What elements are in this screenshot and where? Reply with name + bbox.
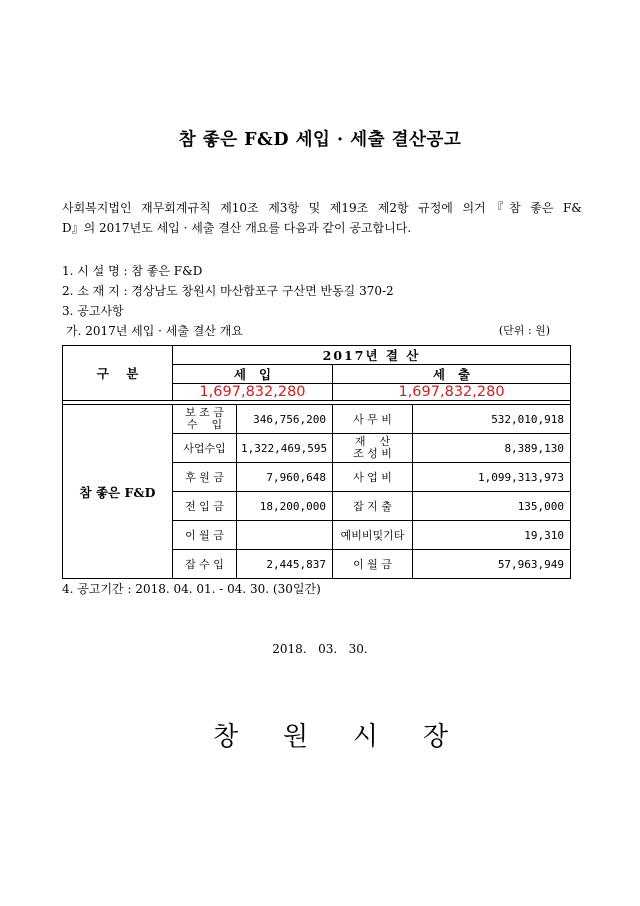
facility-cell: 참 좋은 F&D <box>63 405 173 579</box>
revenue-label: 잡 수 입 <box>173 550 237 579</box>
notice-date: 2018. 03. 30. <box>272 642 368 656</box>
revenue-label: 사업수입 <box>173 434 237 463</box>
revenue-value: 346,756,200 <box>237 405 333 434</box>
expense-header: 세 출 <box>333 365 571 384</box>
expense-value: 57,963,949 <box>413 550 571 579</box>
facility-name-line: 1. 시 설 명 : 참 좋은 F&D <box>62 264 203 278</box>
expense-value: 532,010,918 <box>413 405 571 434</box>
revenue-label-top: 보 조 금 <box>185 406 224 419</box>
revenue-total: 1,697,832,280 <box>173 384 333 401</box>
settlement-table <box>62 345 571 579</box>
expense-value: 8,389,130 <box>413 434 571 463</box>
expense-label <box>333 434 413 463</box>
expense-value: 19,310 <box>413 521 571 550</box>
revenue-value: 18,200,000 <box>237 492 333 521</box>
address-line: 2. 소 재 지 : 경상남도 창원시 마산합포구 구산면 반동길 370-2 <box>62 284 394 298</box>
notice-heading: 3. 공고사항 <box>62 304 124 318</box>
revenue-label: 후 원 금 <box>173 463 237 492</box>
unit-label: (단위 : 원) <box>498 324 550 337</box>
year-header: 2017년 결 산 <box>173 346 571 365</box>
table-row <box>63 405 571 434</box>
expense-label: 잡 지 출 <box>333 492 413 521</box>
expense-value: 1,099,313,973 <box>413 463 571 492</box>
revenue-label <box>173 405 237 434</box>
expense-label-top: 재 산 <box>354 435 391 448</box>
signature-mayor <box>213 716 448 753</box>
intro-line-1: 사회복지법인 재무회계규칙 제10조 제3항 및 제19조 제2항 규정에 의거『참 좋은 F& <box>62 201 582 215</box>
expense-total: 1,697,832,280 <box>333 384 571 401</box>
signature-char: 장 <box>422 722 448 752</box>
category-header: 구 분 <box>63 346 173 401</box>
table-subtitle: 가. 2017년 세입 · 세출 결산 개요 <box>66 324 243 338</box>
revenue-value: 7,960,648 <box>237 463 333 492</box>
expense-label-bottom: 조 성 비 <box>353 447 392 460</box>
expense-label: 예비비및기타 <box>333 521 413 550</box>
revenue-label: 전 입 금 <box>173 492 237 521</box>
revenue-value: 1,322,469,595 <box>237 434 333 463</box>
revenue-label: 이 월 금 <box>173 521 237 550</box>
revenue-header: 세 입 <box>173 365 333 384</box>
page-title: 참 좋은 F&D 세입 · 세출 결산공고 <box>178 130 462 150</box>
expense-label: 사 무 비 <box>333 405 413 434</box>
notice-period-line: 4. 공고기간 : 2018. 04. 01. - 04. 30. (30일간) <box>62 582 321 596</box>
signature-char: 시 <box>352 722 379 752</box>
revenue-value <box>237 521 333 550</box>
revenue-label-bottom: 수 입 <box>186 418 223 431</box>
revenue-value: 2,445,837 <box>237 550 333 579</box>
expense-label: 사 업 비 <box>333 463 413 492</box>
intro-line-2: D』의 2017년도 세입 · 세출 결산 개요를 다음과 같이 공고합니다. <box>62 221 412 235</box>
signature-char: 원 <box>282 722 309 752</box>
signature-char: 창 <box>213 722 239 752</box>
expense-value: 135,000 <box>413 492 571 521</box>
expense-label: 이 월 금 <box>333 550 413 579</box>
